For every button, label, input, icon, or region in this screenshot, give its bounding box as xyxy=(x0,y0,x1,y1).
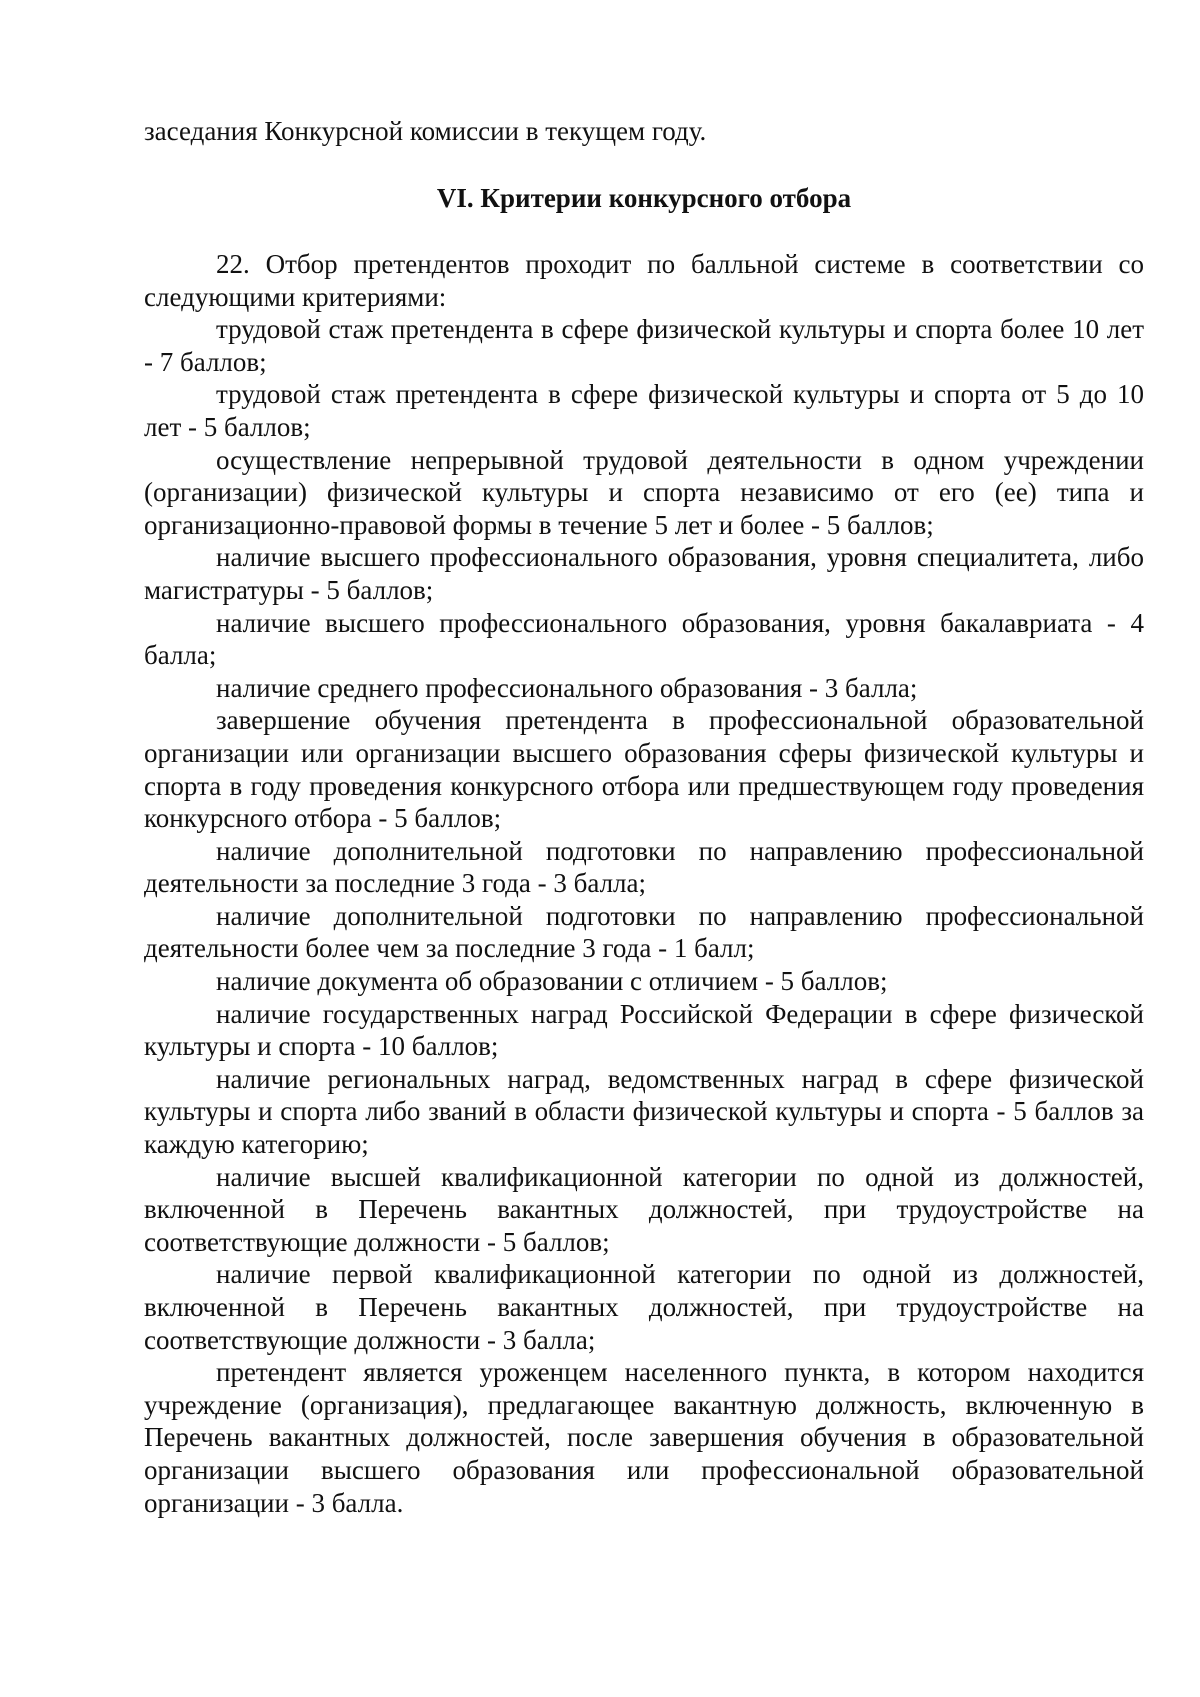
criterion-item: трудовой стаж претендента в сфере физической культуры и спорта более 10 лет - 7 баллов; xyxy=(144,314,1144,377)
intro-paragraph: 22. Отбор претендентов проходит по балльной системе в соответствии со следующими критериями: xyxy=(144,249,1144,312)
criterion-item: наличие среднего профессионального образования - 3 балла; xyxy=(216,672,918,703)
criterion-item: завершение обучения претендента в профессиональной образовательной организации или организации высшего образования сферы физической культуры и спорта в году проведения конкурсного отбора или предшествующем году проведения конкурсного отбора - 5 баллов; xyxy=(144,705,1144,834)
criterion-item: наличие документа об образовании с отличием - 5 баллов; xyxy=(216,966,888,997)
carry-over-line: заседания Конкурсной комиссии в текущем году. xyxy=(144,116,707,146)
criterion-item: наличие высшей квалификационной категории по одной из должностей, включенной в Перечень вакантных должностей, при трудоустройстве на соответствующие должности - 5 баллов; xyxy=(144,1161,1144,1257)
criterion-item: наличие дополнительной подготовки по направлению профессиональной деятельности более чем за последние 3 года - 1 балл; xyxy=(144,900,1144,964)
criterion-item: наличие первой квалификационной категории по одной из должностей, включенной в Перечень вакантных должностей, при трудоустройстве на соответствующие должности - 3 балла; xyxy=(144,1259,1144,1355)
criterion-item: наличие региональных наград, ведомственных наград в сфере физической культуры и спорта либо званий в области физической культуры и спорта - 5 баллов за каждую категорию; xyxy=(144,1063,1144,1160)
criterion-item: наличие высшего профессионального образования, уровня специалитета, либо магистратуры - 5 баллов; xyxy=(144,542,1144,605)
criterion-item: наличие дополнительной подготовки по направлению профессиональной деятельности за последние 3 года - 3 балла; xyxy=(144,835,1144,899)
criterion-item: наличие высшего профессионального образования, уровня бакалавриата - 4 балла; xyxy=(144,607,1144,671)
section-heading: VI. Критерии конкурсного отбора xyxy=(436,183,852,213)
criterion-item: наличие государственных наград Российской Федерации в сфере физической культуры и спорта - 10 баллов; xyxy=(144,998,1144,1062)
section-body xyxy=(144,248,1144,1519)
criterion-item: осуществление непрерывной трудовой деятельности в одном учреждении (организации) физической культуры и спорта независимо от его (ее) типа и организационно-правовой формы в течение 5 лет и более - 5 баллов; xyxy=(144,444,1144,540)
criteria-list xyxy=(144,313,1144,1519)
criterion-item: трудовой стаж претендента в сфере физической культуры и спорта от 5 до 10 лет - 5 баллов; xyxy=(144,379,1144,442)
criterion-item: претендент является уроженцем населенного пункта, в котором находится учреждение (организация), предлагающее вакантную должность, включенную в Перечень вакантных должностей, после завершения обучения в образовательной организации высшего образования или профессиональной образовательной организации - 3 балла. xyxy=(144,1357,1144,1518)
